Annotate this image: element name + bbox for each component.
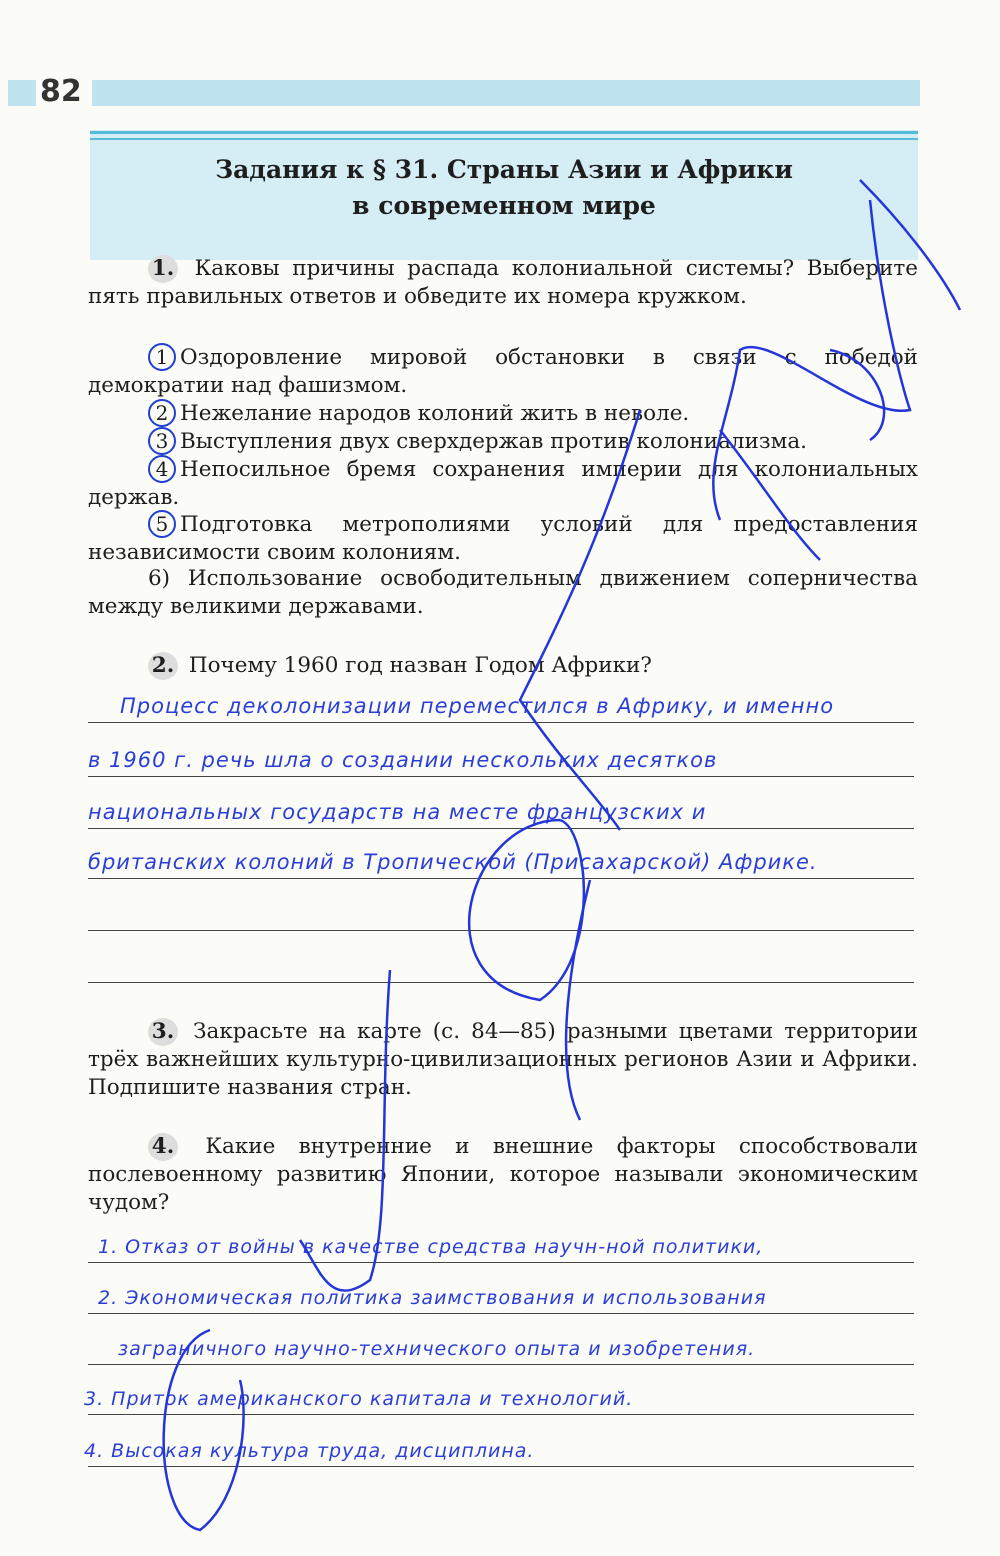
scribble-stroke: [164, 1330, 244, 1530]
scribble-stroke: [520, 410, 820, 830]
option-number-circled[interactable]: 4: [148, 455, 176, 483]
handwritten-answer[interactable]: национальных государств на месте французских и: [88, 800, 707, 824]
option-number-circled[interactable]: 5: [148, 510, 176, 538]
option-number-circled[interactable]: 2: [148, 399, 176, 427]
scribble-stroke: [300, 970, 390, 1291]
handwritten-answer[interactable]: в 1960 г. речь шла о создании нескольких десятков: [88, 748, 718, 772]
option-text: Нежелание народов колоний жить в неволе.: [180, 401, 690, 426]
scribble-stroke: [830, 350, 884, 440]
question-number: 2.: [148, 652, 178, 680]
title-line: в современном мире: [352, 191, 656, 220]
option-number-circled[interactable]: 3: [148, 427, 176, 455]
handwritten-answer[interactable]: британских колоний в Тропической (Присахарской) Африке.: [88, 850, 818, 874]
question-text: Закрасьте на карте (с. 84—85) разными цветами территории трёх важнейших культурно-цивилизационных регионов Азии и Африки. Подпишите названия стран.: [88, 1019, 918, 1100]
page-number: 82: [40, 74, 82, 109]
option-number-circled[interactable]: 1: [148, 343, 176, 371]
handwritten-answer[interactable]: 1. Отказ от войны в качестве средства научн-ной политики,: [98, 1236, 764, 1258]
option-number[interactable]: 6): [148, 566, 171, 591]
question-text: Каковы причины распада колониальной системы? Выберите пять правильных ответов и обведите их номера кружком.: [88, 256, 918, 309]
handwritten-answer[interactable]: 2. Экономическая политика заимствования и использования: [98, 1287, 767, 1309]
option-text: Выступления двух сверхдержав против колониализма.: [180, 429, 807, 454]
question-number: 3.: [148, 1018, 178, 1046]
question-number: 1.: [148, 255, 178, 283]
scribble-stroke: [469, 820, 584, 1000]
question-text: Почему 1960 год назван Годом Африки?: [188, 653, 652, 678]
handwritten-answer[interactable]: заграничного научно-технического опыта и изобретения.: [118, 1338, 756, 1360]
option-text: Непосильное бремя сохранения империи для колониальных держав.: [88, 457, 918, 510]
question-text: Какие внутренние и внешние факторы способствовали послевоенному развитию Японии, которое называли экономическим чудом?: [88, 1134, 919, 1215]
scribble-stroke: [566, 880, 590, 1120]
option-text: Оздоровление мировой обстановки в связи с победой демократии над фашизмом.: [88, 345, 918, 398]
title-line: Задания к § 31. Страны Азии и Африки: [215, 155, 793, 184]
option-text: Подготовка метрополиями условий для предоставления независимости своим колониям.: [88, 512, 918, 565]
question-number: 4.: [148, 1133, 178, 1161]
handwritten-answer[interactable]: Процесс деколонизации переместился в Африку, и именно: [120, 694, 835, 718]
option-text: Использование освободительным движением соперничества между великими державами.: [88, 566, 918, 619]
handwritten-answer[interactable]: 3. Приток американского капитала и технологий.: [84, 1388, 634, 1410]
handwritten-answer[interactable]: 4. Высокая культура труда, дисциплина.: [84, 1440, 535, 1462]
